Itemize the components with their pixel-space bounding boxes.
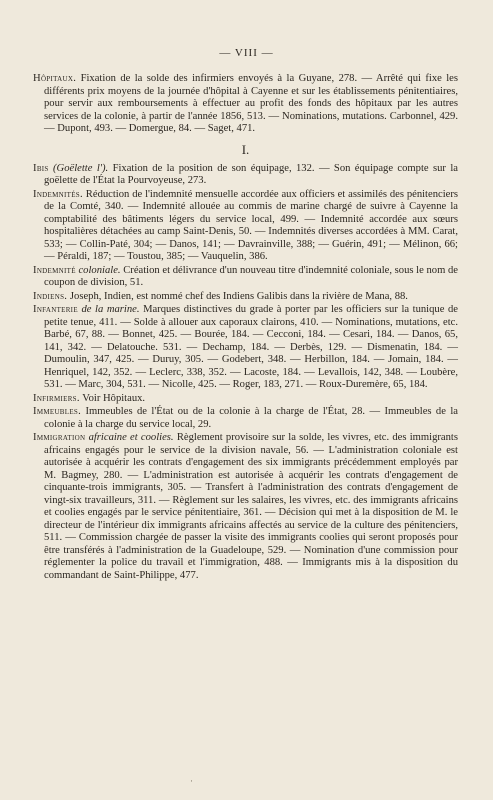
index-entry-indemnite-coloniale	[33, 265, 458, 290]
page-speck: ·	[190, 776, 193, 786]
entry-head: Indemnités.	[33, 188, 83, 200]
index-entry-ibis	[33, 163, 458, 188]
entry-head: Immigration	[33, 432, 86, 443]
entry-text: Règlement provisoire sur la solde, les vivres, etc. des immigrants africains engagés pour le service de la division navale, 56. — L'administration coloniale est autorisée à acquérir les contrats d'engagement des six immigrants précédemment employés par M. Bagmey, 280. — L'administration est autorisée à acquérir les contrats d'engagement de cinquante-trois immigrants, 305. — Transfert à l'administration des contrats d'engagement de vingt-six travailleurs, 311. — Règlement sur les salaires, les vivres, etc. des immigrants africains et coolies engagés par le service pénitentiaire, 361. — Décision qui met à la disposition de M. le directeur de l'intérieur dix immigrants africains affectés au service de la culture des pénitenciers, 511. — Commission chargée de passer la visite des immigrants coolies qui seront proposés pour être transférés à l'administration de la Guadeloupe, 529. — Nomination d'une commission pour réglementer la police du travail et l'immigration, 488. — Immigrants mis à la disposition du commandant de Saint-Philippe, 477.	[44, 432, 458, 581]
index-entry-immigration	[33, 432, 458, 582]
entry-text: Réduction de l'indemnité mensuelle accordée aux officiers et assimilés des pénitenciers de la Comté, 340. — Indemnité allouée au commis de marine chargé de suivre à Cayenne la comptabilité des bâtiments légers du service local, 499. — Indemnité accordée aux sœurs hospitalières détachées au camp Saint-Denis, 50. — Indemnités diverses accordées à MM. Carat, 533; — Collin-Paté, 304; — Danos, 141; — Davrainville, 388; — Guérin, 491; — Mélinon, 66; — Péraldi, 187; — Toustou, 385; — Vauquelin, 386.	[44, 188, 458, 262]
index-entries	[33, 73, 458, 583]
entry-subhead: coloniale.	[78, 264, 121, 276]
page-number: — VIII —	[219, 47, 274, 59]
entry-head: Indemnité	[33, 264, 76, 276]
entry-text: Création et délivrance d'un nouveau titre d'indemnité coloniale, sous le nom de coupon de division, 51.	[44, 264, 459, 288]
index-entry-infanterie	[33, 304, 458, 392]
entry-head: Infanterie	[33, 304, 78, 315]
entry-subhead: africaine et coolies.	[88, 432, 174, 443]
index-entry-indemnites	[33, 189, 458, 264]
index-entry-immeubles	[33, 406, 458, 431]
entry-head: Infirmiers.	[33, 392, 80, 404]
entry-text: Joseph, Indien, est nommé chef des Indiens Galibis dans la rivière de Mana, 88.	[69, 290, 408, 302]
section-letter: I.	[241, 141, 250, 157]
entry-head: Ibis	[33, 162, 49, 174]
entry-text: Fixation de la position de son équipage, 132. — Son équipage compte sur la goëlette de l'État la Pourvoyeuse, 273.	[44, 162, 458, 186]
entry-head: Indiens.	[33, 290, 68, 302]
entry-text: Voir Hôpitaux.	[82, 392, 146, 404]
entry-text: Fixation de la solde des infirmiers envoyés à la Guyane, 278. — Arrêté qui fixe les différents prix moyens de la journée d'hôpital à Cayenne et sur les établissements pénitentiaires, pour servir aux remboursements à effectuer au profit des fonds des hôpitaux par les autres services de la colonie, à partir de l'année 1856, 513. — Nominations, mutations. Carbonnel, 429. — Dupont, 493. — Domergue, 84. — Saget, 471.	[44, 73, 458, 134]
entry-text: Marques distinctives du grade à porter par les officiers sur la tunique de petite tenue, 411. — Solde à allouer aux caporaux clairons, 410. — Nominations, mutations, etc. Barbé, 67, 88. — Bonnet, 425. — Bourée, 184. — Cecconi, 184. — Cesari, 184. — Danos, 65, 141, 342. — Delatouche. 531. — Dechamp, 184. — Derbès, 129. — Dismenatin, 184. — Dumoulin, 347, 425. — Duruy, 305. — Godebert, 348. — Herbillon, 184. — Jomain, 184. — Henriquel, 142, 352. — Leclerc, 338, 352. — Lacoste, 184. — Levallois, 142, 348. — Loubère, 531. — Marc, 304, 531. — Nicolle, 425. — Roger, 183, 271. — Roux-Duremère, 65, 184.	[44, 304, 458, 390]
entry-text: Immeubles de l'État ou de la colonie à la charge de l'État, 28. — Immeubles de la colonie à la charge du service local, 29.	[44, 406, 458, 430]
index-entry-infirmiers	[33, 393, 458, 406]
entry-head: Hôpitaux.	[33, 73, 77, 84]
index-entry-hopitaux	[33, 73, 458, 136]
index-entry-indiens	[33, 291, 458, 304]
entry-head: Immeubles.	[33, 406, 82, 417]
entry-subhead: (Goëlette l').	[53, 162, 109, 174]
entry-subhead: de la marine.	[81, 304, 140, 315]
